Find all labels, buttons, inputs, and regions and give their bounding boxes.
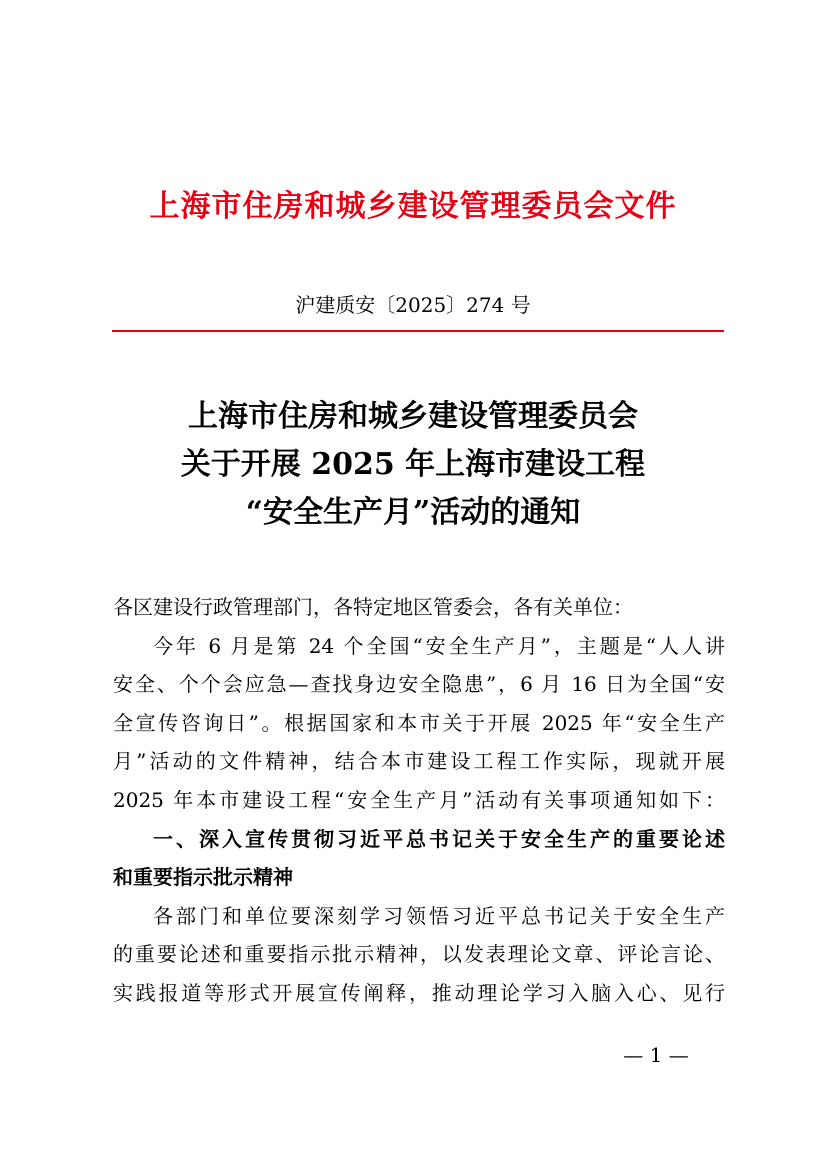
page-number: — 1 — bbox=[623, 1043, 689, 1067]
paragraph-2-line: 的重要论述和重要指示批示精神，以发表理论文章、评论言论、 bbox=[113, 942, 725, 967]
document-body bbox=[113, 588, 725, 1013]
paragraph-1-line: 月”活动的文件精神，结合本市建设工程工作实际，现就开展 bbox=[113, 749, 725, 774]
section-1-heading-line: 一、深入宣传贯彻习近平总书记关于安全生产的重要论述 bbox=[153, 826, 725, 851]
paragraph-2-line: 各部门和单位要深刻学习领悟习近平总书记关于安全生产 bbox=[153, 903, 725, 928]
paragraph-1-line: 2025 年本市建设工程“安全生产月”活动有关事项通知如下： bbox=[113, 787, 725, 812]
title-line-2: 关于开展 2025 年上海市建设工程 bbox=[180, 447, 646, 482]
paragraph-1-line: 安全、个个会应急—查找身边安全隐患”，6 月 16 日为全国“安 bbox=[113, 672, 725, 697]
section-1-heading-line: 和重要指示批示精神 bbox=[113, 865, 293, 890]
title-line-3: “安全生产月”活动的通知 bbox=[245, 495, 581, 530]
document-number: 沪建质安〔2025〕274 号 bbox=[295, 293, 531, 317]
document-title bbox=[0, 393, 826, 537]
paragraph-1-line: 全宣传咨询日”。根据国家和本市关于开展 2025 年“安全生产 bbox=[113, 710, 725, 735]
paragraph-1-line: 今年 6 月是第 24 个全国“安全生产月”，主题是“人人讲 bbox=[153, 633, 725, 658]
issuing-organization-header: 上海市住房和城乡建设管理委员会文件 bbox=[149, 189, 677, 224]
red-divider-line bbox=[112, 330, 724, 332]
title-line-1: 上海市住房和城乡建设管理委员会 bbox=[188, 399, 638, 434]
paragraph-2-line: 实践报道等形式开展宣传阐释，推动理论学习入脑入心、见行 bbox=[113, 980, 725, 1005]
salutation: 各区建设行政管理部门，各特定地区管委会，各有关单位： bbox=[113, 595, 633, 619]
